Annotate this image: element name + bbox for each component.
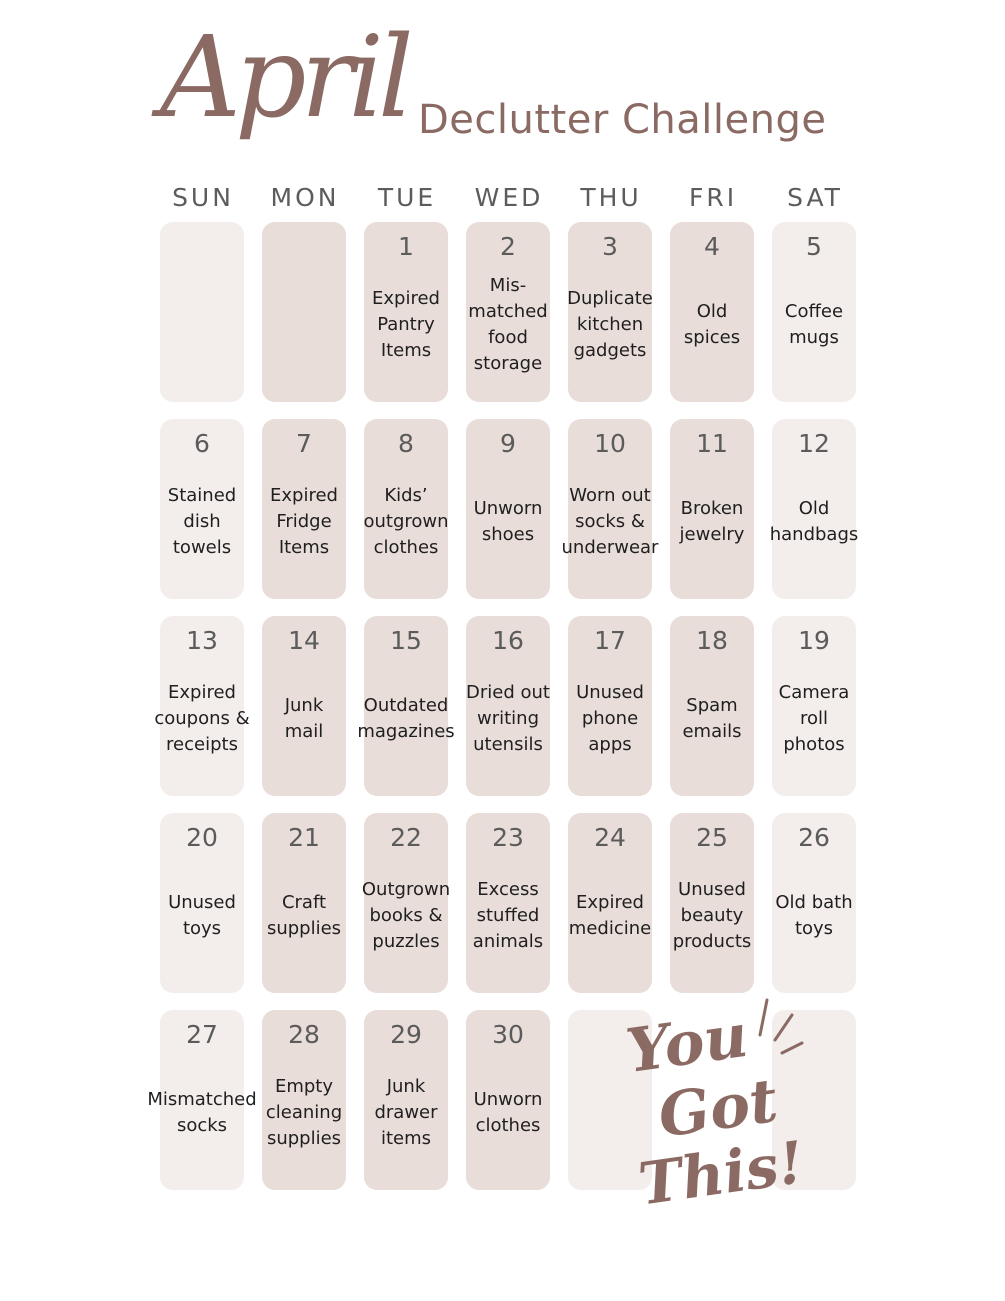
weekday-mon: MON [270,183,340,212]
day-number: 30 [492,1020,524,1049]
day-number: 13 [186,626,218,655]
day-number: 23 [492,823,524,852]
day-number: 11 [696,429,728,458]
day-number: 16 [492,626,524,655]
day-number: 10 [594,429,626,458]
day-task: Kids’ outgrown clothes [363,485,449,558]
sparkle-icon [760,1000,802,1053]
day-number: 15 [390,626,422,655]
day-number: 20 [186,823,218,852]
day-task: Unused toys [168,892,236,939]
day-number: 25 [696,823,728,852]
day-number: 19 [798,626,830,655]
day-task: Broken jewelry [679,498,745,545]
day-task: Spam emails [682,695,742,742]
motto-svg [620,995,810,1215]
day-number: 24 [594,823,626,852]
day-number: 18 [696,626,728,655]
day-task: Expired Fridge Items [270,485,338,558]
day-task: Outgrown books & puzzles [361,879,451,952]
day-number: 12 [798,429,830,458]
day-task: Outdated magazines [357,695,455,742]
weekday-sun: SUN [172,183,234,212]
day-task: Dried out writing utensils [466,682,550,755]
day-number: 14 [288,626,320,655]
weekday-fri: FRI [688,183,738,212]
day-task: Unused phone apps [576,682,644,755]
day-task: Stained dish towels [167,485,237,558]
day-task: Coffee mugs [784,301,844,348]
weekday-thu: THU [580,183,642,212]
day-task: Camera roll photos [778,682,850,755]
motto-line1: You [622,1000,753,1087]
day-task: Mis- matched food storage [468,275,548,374]
day-number: 8 [398,429,414,458]
day-task: Old spices [683,301,741,348]
weekday-sat: SAT [787,183,843,212]
motto-line3: This! [634,1128,808,1215]
day-task: Expired medicine [568,892,652,939]
motto-line2: Got [654,1065,782,1152]
day-task: Worn out socks & underwear [561,485,659,558]
calendar-cell [262,222,346,402]
motto-lettering [620,995,810,1215]
day-task: Junk drawer items [374,1076,438,1149]
day-task: Junk mail [284,695,324,742]
day-task: Excess stuffed animals [472,879,544,952]
day-number: 28 [288,1020,320,1049]
day-number: 6 [194,429,210,458]
weekday-wed: WED [474,183,544,212]
day-task: Craft supplies [266,892,342,939]
day-task: Old handbags [769,498,859,545]
day-task: Unworn shoes [473,498,543,545]
day-task: Unused beauty products [672,879,752,952]
weekday-tue: TUE [377,183,437,212]
day-number: 22 [390,823,422,852]
calendar-cell [160,222,244,402]
header [0,0,1005,190]
day-task: Unworn clothes [473,1089,543,1136]
day-number: 17 [594,626,626,655]
day-number: 29 [390,1020,422,1049]
day-number: 4 [704,232,720,261]
day-number: 5 [806,232,822,261]
day-number: 27 [186,1020,218,1049]
day-number: 21 [288,823,320,852]
day-number: 9 [500,429,516,458]
page-title: Declutter Challenge [418,97,827,143]
day-task: Expired Pantry Items [372,288,440,361]
day-number: 1 [398,232,414,261]
day-number: 26 [798,823,830,852]
day-task: Expired coupons & receipts [154,682,250,755]
day-number: 2 [500,232,516,261]
day-task: Duplicate kitchen gadgets [567,288,653,361]
day-task: Mismatched socks [147,1089,257,1136]
day-task: Old bath toys [775,892,853,939]
day-number: 3 [602,232,618,261]
day-number: 7 [296,429,312,458]
day-task: Empty cleaning supplies [265,1076,343,1149]
month-title: April [160,13,408,143]
